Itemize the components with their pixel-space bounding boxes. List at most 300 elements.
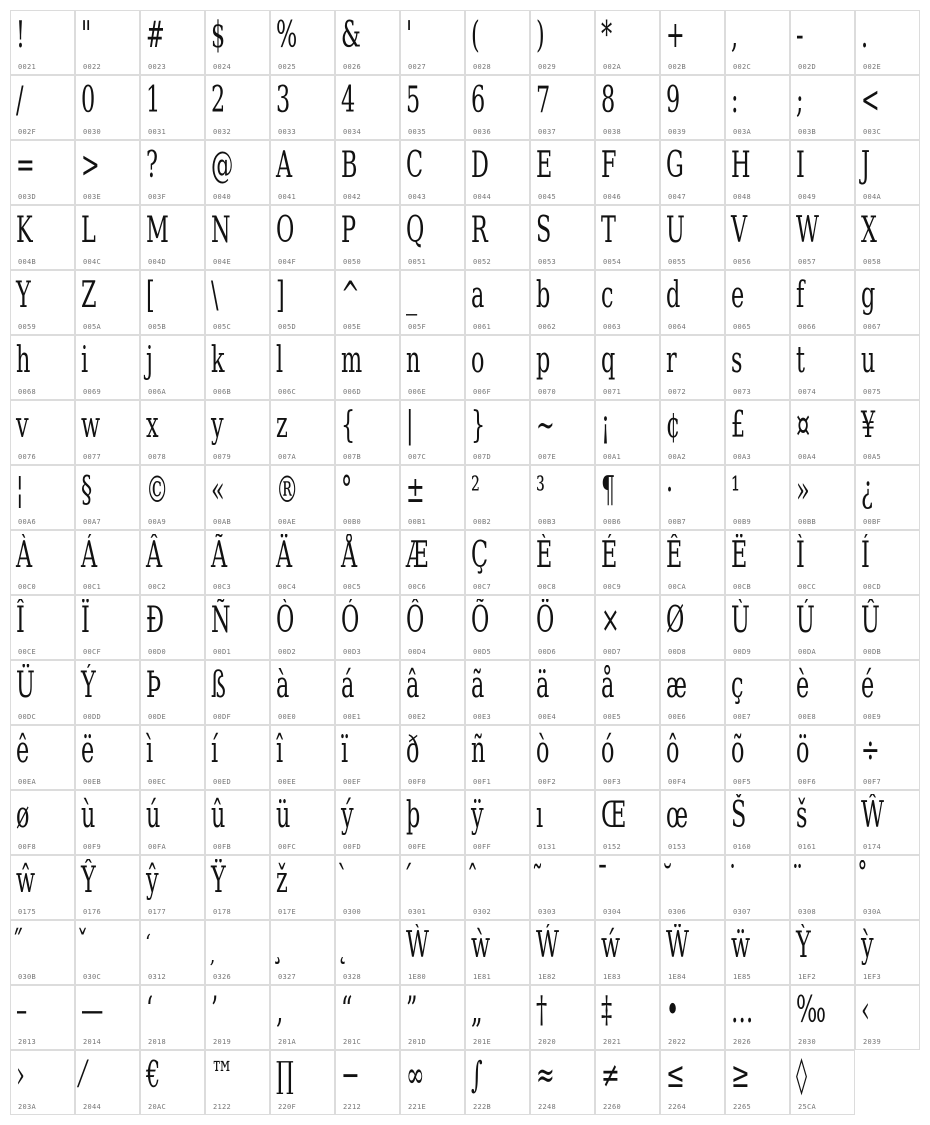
glyph-cell	[75, 725, 140, 790]
glyph-char: C	[406, 145, 424, 186]
glyph-cell	[140, 205, 205, 270]
glyph-char: ±	[406, 470, 425, 511]
glyph-cell	[270, 10, 335, 75]
glyph-codepoint: 0039	[668, 128, 687, 136]
glyph-codepoint: 002F	[18, 128, 37, 136]
glyph-char: ×	[601, 600, 620, 641]
glyph-cell	[595, 920, 660, 985]
glyph-cell	[790, 790, 855, 855]
glyph-cell	[270, 595, 335, 660]
glyph-cell	[270, 985, 335, 1050]
glyph-char: i	[81, 340, 89, 381]
glyph-cell	[530, 205, 595, 270]
glyph-char: Ü	[16, 665, 35, 706]
glyph-char: Ó	[341, 600, 360, 641]
glyph-codepoint: 0064	[668, 323, 687, 331]
glyph-cell	[10, 660, 75, 725]
glyph-char: <	[861, 80, 880, 121]
glyph-codepoint: 006B	[213, 388, 232, 396]
glyph-cell	[75, 400, 140, 465]
glyph-char: E	[536, 145, 553, 186]
glyph-char: h	[16, 340, 31, 381]
glyph-cell	[270, 205, 335, 270]
glyph-char: ²	[471, 470, 480, 511]
glyph-cell	[725, 985, 790, 1050]
glyph-char: 9	[666, 80, 681, 121]
glyph-codepoint: 2122	[213, 1103, 232, 1111]
glyph-char: 6	[471, 80, 486, 121]
glyph-char: ̒	[146, 925, 154, 966]
glyph-char: \	[211, 275, 219, 316]
glyph-char: y	[211, 405, 224, 446]
glyph-codepoint: 00A4	[798, 453, 817, 461]
glyph-codepoint: 1E85	[733, 973, 752, 981]
glyph-cell	[790, 530, 855, 595]
glyph-cell	[725, 270, 790, 335]
glyph-char: c	[601, 275, 614, 316]
glyph-codepoint: 00D8	[668, 648, 687, 656]
glyph-codepoint: 00E2	[408, 713, 427, 721]
glyph-char: S	[536, 210, 552, 251]
glyph-codepoint: 0327	[278, 973, 297, 981]
glyph-codepoint: 00AB	[213, 518, 232, 526]
glyph-codepoint: 00F1	[473, 778, 492, 786]
glyph-codepoint: 2019	[213, 1038, 232, 1046]
glyph-char: Õ	[471, 600, 490, 641]
glyph-codepoint: 2265	[733, 1103, 752, 1111]
glyph-char: L	[81, 210, 96, 251]
glyph-char: Z	[81, 275, 97, 316]
glyph-cell	[10, 920, 75, 985]
glyph-cell	[400, 660, 465, 725]
glyph-char: ô	[666, 730, 680, 771]
glyph-char: ⁄	[81, 1055, 85, 1096]
glyph-codepoint: 00D9	[733, 648, 752, 656]
glyph-char: ®	[276, 470, 299, 511]
glyph-cell	[595, 270, 660, 335]
glyph-codepoint: 1E80	[408, 973, 427, 981]
glyph-char: ›	[16, 1055, 25, 1096]
glyph-cell	[75, 10, 140, 75]
glyph-codepoint: 00D7	[603, 648, 622, 656]
glyph-codepoint: 0312	[148, 973, 167, 981]
glyph-char: à	[276, 665, 290, 706]
glyph-char: Ð	[146, 600, 165, 641]
glyph-char: 8	[601, 80, 616, 121]
glyph-codepoint: 00DB	[863, 648, 882, 656]
glyph-cell	[725, 140, 790, 205]
glyph-char: „	[471, 990, 483, 1031]
glyph-char: −	[341, 1055, 360, 1096]
glyph-char: ž	[276, 860, 288, 901]
glyph-codepoint: 006D	[343, 388, 362, 396]
glyph-cell	[530, 530, 595, 595]
glyph-char: ê	[16, 730, 30, 771]
glyph-codepoint: 0078	[148, 453, 167, 461]
glyph-cell	[10, 270, 75, 335]
glyph-codepoint: 0326	[213, 973, 232, 981]
glyph-codepoint: 00C6	[408, 583, 427, 591]
glyph-char: õ	[731, 730, 745, 771]
glyph-codepoint: 0054	[603, 258, 622, 266]
glyph-char: ́	[406, 860, 414, 901]
glyph-char: ]	[276, 275, 285, 316]
glyph-cell	[465, 465, 530, 530]
glyph-codepoint: 221E	[408, 1103, 427, 1111]
glyph-cell	[465, 985, 530, 1050]
glyph-char: À	[16, 535, 33, 576]
glyph-codepoint: 0035	[408, 128, 427, 136]
glyph-cell	[10, 75, 75, 140]
glyph-char: ,	[731, 15, 739, 56]
glyph-cell	[595, 595, 660, 660]
glyph-char: ̨	[341, 925, 349, 966]
glyph-char: o	[471, 340, 485, 381]
glyph-codepoint: 004B	[18, 258, 37, 266]
glyph-cell	[465, 75, 530, 140]
glyph-char: N	[211, 210, 231, 251]
glyph-codepoint: 2212	[343, 1103, 362, 1111]
glyph-char: ≈	[536, 1055, 555, 1096]
glyph-cell	[400, 530, 465, 595]
glyph-cell	[10, 790, 75, 855]
glyph-cell	[855, 595, 920, 660]
glyph-char: ¶	[601, 470, 616, 511]
glyph-char: ‹	[861, 990, 870, 1031]
glyph-cell	[205, 855, 270, 920]
glyph-cell	[855, 10, 920, 75]
glyph-cell	[140, 10, 205, 75]
glyph-char: »	[796, 470, 810, 511]
glyph-char: >	[81, 145, 100, 186]
glyph-char: ä	[536, 665, 550, 706]
glyph-char: I	[796, 145, 805, 186]
glyph-codepoint: 203A	[18, 1103, 37, 1111]
glyph-char: B	[341, 145, 358, 186]
glyph-char: —	[81, 990, 104, 1031]
glyph-char: e	[731, 275, 745, 316]
glyph-char: ·	[666, 470, 674, 511]
glyph-codepoint: 00FE	[408, 843, 427, 851]
glyph-cell	[855, 790, 920, 855]
glyph-codepoint: 0032	[213, 128, 232, 136]
glyph-cell	[335, 660, 400, 725]
glyph-cell	[75, 335, 140, 400]
glyph-cell	[790, 140, 855, 205]
glyph-char: "	[81, 15, 92, 56]
glyph-cell	[530, 725, 595, 790]
glyph-codepoint: 0152	[603, 843, 622, 851]
glyph-cell	[855, 920, 920, 985]
glyph-codepoint: 0051	[408, 258, 427, 266]
glyph-char: G	[666, 145, 684, 186]
glyph-codepoint: 0076	[18, 453, 37, 461]
glyph-char: D	[471, 145, 489, 186]
glyph-char: ’	[211, 990, 219, 1031]
glyph-codepoint: 0301	[408, 908, 427, 916]
glyph-codepoint: 00D1	[213, 648, 232, 656]
glyph-cell	[595, 660, 660, 725]
glyph-cell	[270, 725, 335, 790]
glyph-char: ‰	[796, 990, 826, 1031]
glyph-cell	[335, 530, 400, 595]
glyph-char: ¡	[601, 405, 610, 446]
glyph-codepoint: 1E82	[538, 973, 557, 981]
glyph-cell	[465, 660, 530, 725]
glyph-char: É	[601, 535, 618, 576]
glyph-char: b	[536, 275, 551, 316]
glyph-char: î	[276, 730, 284, 771]
glyph-codepoint: 007C	[408, 453, 427, 461]
glyph-cell	[660, 465, 725, 530]
glyph-cell	[10, 530, 75, 595]
glyph-codepoint: 00F5	[733, 778, 752, 786]
glyph-codepoint: 005F	[408, 323, 427, 331]
glyph-codepoint: 0065	[733, 323, 752, 331]
glyph-codepoint: 0067	[863, 323, 882, 331]
glyph-codepoint: 003E	[83, 193, 102, 201]
glyph-cell	[790, 920, 855, 985]
glyph-char: Ì	[796, 535, 805, 576]
glyph-codepoint: 2018	[148, 1038, 167, 1046]
glyph-cell	[140, 270, 205, 335]
glyph-char: ̇	[731, 860, 739, 901]
glyph-cell	[725, 855, 790, 920]
glyph-cell	[75, 1050, 140, 1115]
glyph-codepoint: 007D	[473, 453, 492, 461]
glyph-codepoint: 0055	[668, 258, 687, 266]
glyph-char: 3	[276, 80, 291, 121]
glyph-cell	[530, 140, 595, 205]
glyph-char: l	[276, 340, 284, 381]
glyph-char: p	[536, 340, 551, 381]
glyph-char: Ẃ	[536, 925, 559, 966]
glyph-cell	[855, 270, 920, 335]
glyph-cell	[400, 10, 465, 75]
glyph-codepoint: 0057	[798, 258, 817, 266]
glyph-codepoint: 00CC	[798, 583, 817, 591]
glyph-char: U	[666, 210, 685, 251]
glyph-codepoint: 0073	[733, 388, 752, 396]
glyph-cell	[855, 855, 920, 920]
glyph-char: x	[146, 405, 159, 446]
glyph-codepoint: 007A	[278, 453, 297, 461]
glyph-codepoint: 00C1	[83, 583, 102, 591]
glyph-codepoint: 00C8	[538, 583, 557, 591]
glyph-cell	[400, 140, 465, 205]
glyph-char: û	[211, 795, 226, 836]
glyph-cell	[400, 725, 465, 790]
glyph-codepoint: 2013	[18, 1038, 37, 1046]
glyph-char: ö	[796, 730, 810, 771]
glyph-codepoint: 0043	[408, 193, 427, 201]
glyph-char: ̈	[796, 860, 804, 901]
glyph-grid	[10, 10, 920, 1115]
glyph-cell	[335, 595, 400, 660]
glyph-codepoint: 00FC	[278, 843, 297, 851]
glyph-cell	[75, 140, 140, 205]
glyph-cell	[335, 920, 400, 985]
glyph-cell	[465, 205, 530, 270]
glyph-codepoint: 0071	[603, 388, 622, 396]
glyph-cell	[660, 595, 725, 660]
glyph-char: 4	[341, 80, 356, 121]
glyph-codepoint: 00FF	[473, 843, 492, 851]
glyph-cell	[790, 400, 855, 465]
glyph-char: K	[16, 210, 33, 251]
glyph-cell	[400, 790, 465, 855]
glyph-char: Ú	[796, 600, 815, 641]
glyph-cell	[270, 75, 335, 140]
glyph-char: R	[471, 210, 488, 251]
glyph-char: ̃	[536, 860, 544, 901]
glyph-cell	[205, 595, 270, 660]
glyph-codepoint: 0027	[408, 63, 427, 71]
glyph-cell	[725, 400, 790, 465]
glyph-char: |	[406, 405, 414, 446]
glyph-char: Ÿ	[211, 860, 226, 901]
glyph-codepoint: 00F3	[603, 778, 622, 786]
glyph-char: ø	[16, 795, 30, 836]
glyph-cell	[400, 855, 465, 920]
glyph-char: Ŷ	[81, 860, 96, 901]
glyph-char: w	[81, 405, 101, 446]
glyph-cell	[205, 140, 270, 205]
glyph-char: u	[861, 340, 876, 381]
glyph-codepoint: 2022	[668, 1038, 687, 1046]
glyph-cell	[335, 1050, 400, 1115]
glyph-cell	[140, 855, 205, 920]
glyph-cell	[725, 530, 790, 595]
glyph-codepoint: 0058	[863, 258, 882, 266]
glyph-codepoint: 00C7	[473, 583, 492, 591]
glyph-cell	[205, 400, 270, 465]
glyph-codepoint: 00EF	[343, 778, 362, 786]
glyph-char: Î	[16, 600, 25, 641]
glyph-char: °	[341, 470, 353, 511]
glyph-cell	[400, 205, 465, 270]
glyph-char: È	[536, 535, 553, 576]
glyph-char: ≠	[601, 1055, 620, 1096]
glyph-char: )	[536, 15, 545, 56]
glyph-cell	[205, 985, 270, 1050]
glyph-cell	[790, 270, 855, 335]
glyph-cell	[465, 920, 530, 985]
glyph-codepoint: 00C5	[343, 583, 362, 591]
glyph-char: ‚	[276, 990, 284, 1031]
glyph-codepoint: 2044	[83, 1103, 102, 1111]
glyph-cell	[530, 270, 595, 335]
glyph-codepoint: 00F0	[408, 778, 427, 786]
glyph-codepoint: 006C	[278, 388, 297, 396]
glyph-codepoint: 003B	[798, 128, 817, 136]
glyph-cell	[75, 660, 140, 725]
glyph-cell	[595, 855, 660, 920]
glyph-codepoint: 00B6	[603, 518, 622, 526]
glyph-codepoint: 0062	[538, 323, 557, 331]
glyph-cell	[855, 335, 920, 400]
glyph-char: Í	[861, 535, 870, 576]
glyph-codepoint: 00E5	[603, 713, 622, 721]
glyph-codepoint: 2030	[798, 1038, 817, 1046]
glyph-char: •	[666, 990, 680, 1031]
glyph-char: A	[276, 145, 293, 186]
glyph-char: ü	[276, 795, 291, 836]
glyph-cell	[790, 335, 855, 400]
glyph-char: ̄	[601, 860, 609, 901]
glyph-char: ≥	[731, 1055, 750, 1096]
glyph-char: +	[666, 15, 685, 56]
glyph-cell	[335, 270, 400, 335]
glyph-cell	[270, 660, 335, 725]
glyph-char: ∫	[471, 1055, 483, 1096]
glyph-char: ?	[146, 145, 158, 186]
glyph-codepoint: 00C3	[213, 583, 232, 591]
glyph-char: {	[341, 405, 356, 446]
glyph-codepoint: 222B	[473, 1103, 492, 1111]
glyph-cell	[10, 10, 75, 75]
glyph-codepoint: 0074	[798, 388, 817, 396]
glyph-cell	[140, 985, 205, 1050]
glyph-cell	[790, 725, 855, 790]
glyph-char: .	[861, 15, 869, 56]
glyph-codepoint: 00B2	[473, 518, 492, 526]
glyph-char: ý	[341, 795, 354, 836]
glyph-char: ¦	[16, 470, 24, 511]
glyph-cell	[75, 855, 140, 920]
glyph-codepoint: 0049	[798, 193, 817, 201]
glyph-codepoint: 0061	[473, 323, 492, 331]
glyph-char: !	[16, 15, 25, 56]
glyph-cell	[465, 855, 530, 920]
glyph-codepoint: 201D	[408, 1038, 427, 1046]
glyph-codepoint: 00A6	[18, 518, 37, 526]
glyph-cell	[595, 400, 660, 465]
glyph-char: j	[146, 340, 153, 381]
glyph-cell	[790, 465, 855, 530]
glyph-cell	[270, 465, 335, 530]
glyph-cell	[335, 855, 400, 920]
glyph-char: J	[861, 145, 870, 186]
glyph-char: 7	[536, 80, 551, 121]
glyph-cell	[465, 10, 530, 75]
glyph-codepoint: 0048	[733, 193, 752, 201]
glyph-char: g	[861, 275, 876, 316]
glyph-cell	[140, 920, 205, 985]
glyph-codepoint: 00B9	[733, 518, 752, 526]
glyph-cell	[205, 1050, 270, 1115]
glyph-cell	[465, 790, 530, 855]
glyph-char: ̋	[16, 925, 24, 966]
glyph-char: è	[796, 665, 810, 706]
glyph-codepoint: 201C	[343, 1038, 362, 1046]
glyph-cell	[660, 205, 725, 270]
glyph-char: ç	[731, 665, 744, 706]
glyph-cell	[595, 140, 660, 205]
glyph-codepoint: 030A	[863, 908, 882, 916]
glyph-cell	[205, 790, 270, 855]
glyph-codepoint: 004F	[278, 258, 297, 266]
glyph-codepoint: 00BB	[798, 518, 817, 526]
glyph-codepoint: 00E6	[668, 713, 687, 721]
glyph-codepoint: 00D6	[538, 648, 557, 656]
glyph-codepoint: 004C	[83, 258, 102, 266]
glyph-cell	[465, 335, 530, 400]
glyph-cell	[530, 790, 595, 855]
glyph-cell	[725, 790, 790, 855]
glyph-cell	[530, 465, 595, 530]
glyph-codepoint: 0161	[798, 843, 817, 851]
